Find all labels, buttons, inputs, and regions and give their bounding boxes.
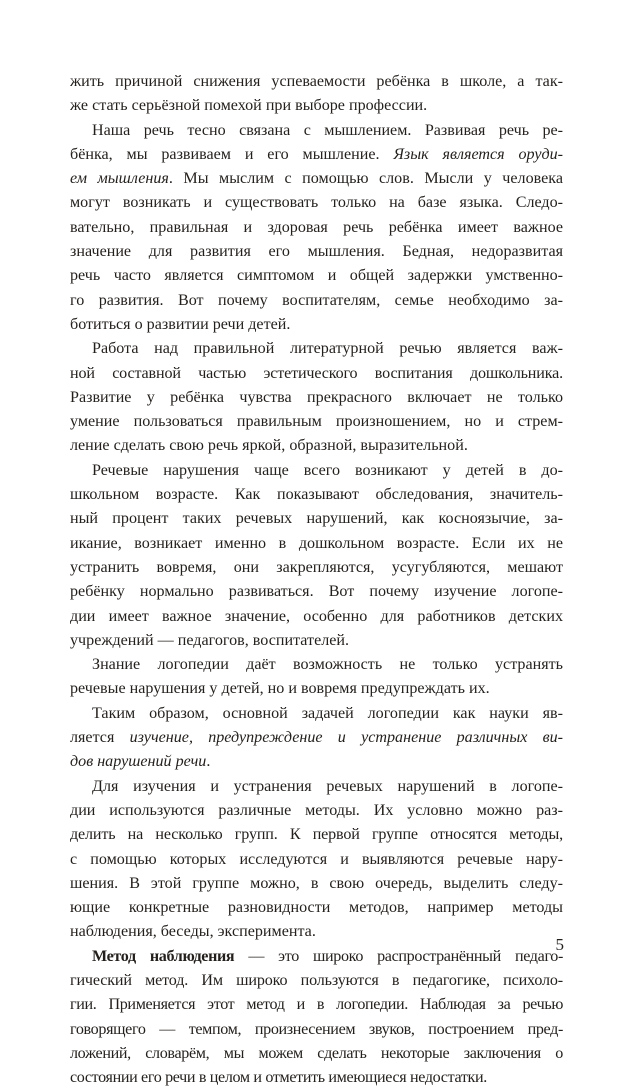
text-line: наблюдения, беседы, эксперимента. [70,923,316,941]
text-line: же стать серьёзной помехой при выборе профессии. [70,97,428,115]
text-line: ребёнку нормально развиваться. Вот почему изучение логопе- [70,583,563,601]
text-line: го развития. Вот почему воспитателям, семье необходимо за- [70,291,563,309]
text-line: ложений, словарём, мы можем сделать некоторые заключения о [70,1044,563,1062]
text-line: ной составной частью эстетического воспитания дошкольника. [70,364,563,382]
text-line: Речевые нарушения чаще всего возникают у детей в до- [92,461,563,479]
text-line: Для изучения и устранения речевых нарушений в логопе- [92,777,563,795]
text-line [70,167,563,191]
text-line: значение для развития его мышления. Бедная, недоразвитая [70,243,563,261]
text-line: ющие конкретные разновидности методов, например методы [70,899,563,917]
italic-emphasis: изучение, предупреждение и устранение различных ви- [129,729,563,747]
text-line: Работа над правильной литературной речью является важ- [92,340,563,358]
text-line: состоянии его речи в целом и отметить имеющиеся недостатки. [70,1069,487,1087]
text-line: ный процент таких речевых нарушений, как косноязычие, за- [70,510,563,528]
text-line: икание, возникает именно в дошкольном возрасте. Если их не [70,534,563,552]
text-line: ление сделать свою речь яркой, образной, выразительной. [70,437,468,455]
text-line: делить на несколько групп. К первой группе относятся методы, [70,826,563,844]
text-line: с помощью которых исследуются и выявляются речевые нару- [70,850,563,868]
text-run: ляется [70,729,130,747]
text-line: дии используются различные методы. Их условно можно раз- [70,801,563,819]
text-line: речевые нарушения у детей, но и вовремя предупреждать их. [70,680,490,698]
text-line: Развитие у ребёнка чувства прекрасного включает не только [70,388,563,406]
italic-emphasis: ем мышления [70,170,169,188]
text-line: школьном возрасте. Как показывают обследования, значитель- [70,486,563,504]
text-line: Знание логопедии даёт возможность не только устранять [92,656,563,674]
text-run: — это широко распространённый педаго- [234,947,563,965]
text-line: вательно, правильная и здоровая речь ребёнка имеет важное [70,218,563,236]
text-line: могут возникать и существовать только на базе языка. Следо- [70,194,563,212]
text-line: гии. Применяется этот метод и в логопедии. Наблюдая за речью [70,996,563,1014]
italic-emphasis: дов нарушений речи [70,753,207,771]
text-run: бёнка, мы развиваем и его мышление. [70,145,394,163]
text-line: речь часто является симптомом и общей задержки умственно- [70,267,563,285]
text-line: устранить вовремя, они закрепляются, усугубляются, мешают [70,558,563,576]
text-line: умение пользоваться правильным произношением, но и стрем- [70,413,563,431]
text-line: дии имеет важное значение, особенно для работников детских [70,607,563,625]
text-line: шения. В этой группе можно, в свою очередь, выделить следу- [70,874,563,892]
text-line [70,750,563,774]
text-line: гический метод. Им широко пользуются в педагогике, психоло- [70,971,563,989]
text-line [70,143,563,167]
text-line: Таким образом, основной задачей логопедии как науки яв- [92,704,563,722]
italic-emphasis: Язык является оруди- [393,145,563,163]
text-line: говорящего — темпом, произнесением звуков, построением пред- [70,1020,563,1038]
text-line: жить причиной снижения успеваемости ребёнка в школе, а так- [70,73,563,90]
body-text [70,70,563,1090]
text-line: учреждений — педагогов, воспитателей. [70,631,350,649]
text-line: ботиться о развитии речи детей. [70,315,291,333]
text-run: . Мы мыслим с помощью слов. Мысли у человека [168,170,563,188]
text-run: . [206,753,211,771]
page-number: 5 [555,935,564,954]
bold-term: Метод наблюдения [92,947,235,965]
text-line: Наша речь тесно связана с мышлением. Развивая речь ре- [92,121,563,139]
text-line [70,945,563,969]
text-line [70,726,563,750]
